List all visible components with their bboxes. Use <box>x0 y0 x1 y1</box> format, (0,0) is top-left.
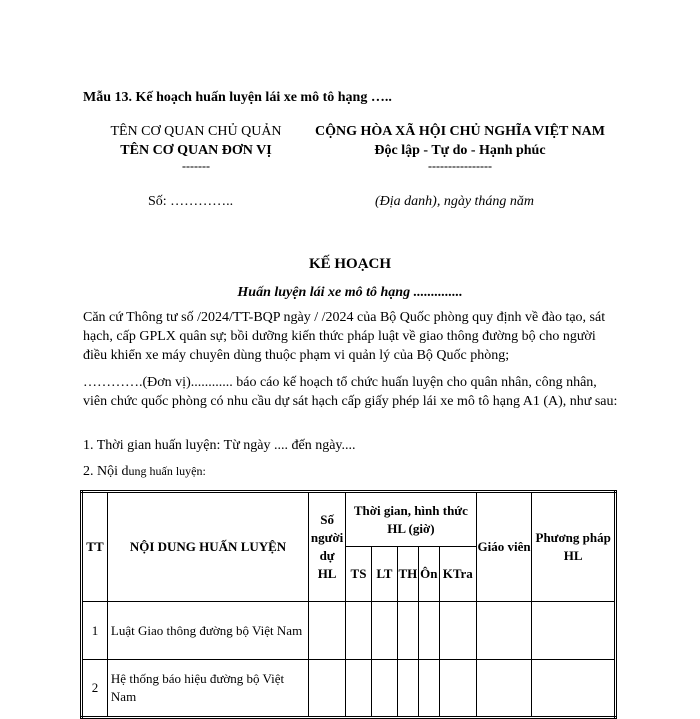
row-content: Luật Giao thông đường bộ Việt Nam <box>107 602 308 660</box>
cell <box>397 602 418 660</box>
header-participants: Số người dự HL <box>309 492 346 602</box>
header-lt: LT <box>371 547 397 602</box>
header-th: TH <box>397 547 418 602</box>
header-method: Phương pháp HL <box>532 492 616 602</box>
plan-title: KẾ HOẠCH <box>308 256 392 272</box>
cell <box>532 602 616 660</box>
cell <box>418 660 439 718</box>
header-ktra: KTra <box>439 547 476 602</box>
cell <box>418 602 439 660</box>
training-plan-table <box>80 490 617 719</box>
table-row <box>82 602 616 660</box>
motto-divider: ---------------- <box>428 159 492 173</box>
agency-header <box>96 122 296 172</box>
cell <box>309 660 346 718</box>
header-tt: TT <box>82 492 108 602</box>
cell <box>439 660 476 718</box>
report-paragraph: ………….(Đơn vị)............ báo cáo kế hoạch tổ chức huấn luyện cho quân nhân, công nhân, viên chức quốc phòng có nhu cầu dự sát hạch cấp giấy phép lái xe mô tô hạng A1 (A), như sau: <box>83 375 618 409</box>
row-number: 2 <box>82 660 108 718</box>
header-ts: TS <box>346 547 372 602</box>
cell <box>397 660 418 718</box>
header-on: Ôn <box>418 547 439 602</box>
cell <box>346 602 372 660</box>
cell <box>371 602 397 660</box>
plan-subtitle: Huấn luyện lái xe mô tô hạng .............. <box>237 285 463 300</box>
place-and-date: (Địa danh), ngày tháng năm <box>375 194 535 209</box>
header-time-form-group: Thời gian, hình thức HL (giờ) <box>346 492 477 547</box>
cell <box>309 602 346 660</box>
cell <box>346 660 372 718</box>
header-teacher: Giáo viên <box>476 492 532 602</box>
legal-basis-paragraph: Căn cứ Thông tư số /2024/TT-BQP ngày / /2024 của Bộ Quốc phòng quy định về đào tạo, sát hạch, cấp GPLX quân sự; bồi dưỡng kiến thức pháp luật về giao thông đường bộ cho người điều khiển xe máy chuyên dùng thuộc phạm vi quản lý của Bộ Quốc phòng; <box>83 310 606 363</box>
section-2-prefix: 2. Nội d <box>83 464 129 479</box>
row-number: 1 <box>82 602 108 660</box>
document-number: Số: ………….. <box>148 194 234 209</box>
country-name: CỘNG HÒA XÃ HỘI CHỦ NGHĨA VIỆT NAM <box>314 124 605 139</box>
agency-unit: TÊN CƠ QUAN ĐƠN VỊ <box>120 143 272 158</box>
section-2-rest: ung huấn luyện: <box>128 464 206 478</box>
form-title: Mẫu 13. Kế hoạch huấn luyện lái xe mô tô hạng ….. <box>83 90 392 105</box>
national-header <box>300 122 620 172</box>
cell <box>532 660 616 718</box>
section-training-time: 1. Thời gian huấn luyện: Từ ngày .... đến ngày.... <box>83 438 356 453</box>
cell <box>476 602 532 660</box>
national-motto: Độc lập - Tự do - Hạnh phúc <box>374 143 546 158</box>
cell <box>371 660 397 718</box>
cell <box>439 602 476 660</box>
agency-divider: ------- <box>182 159 210 173</box>
agency-parent: TÊN CƠ QUAN CHỦ QUẢN <box>110 124 282 139</box>
section-training-content <box>83 462 623 481</box>
header-content: NỘI DUNG HUẤN LUYỆN <box>107 492 308 602</box>
cell <box>476 660 532 718</box>
row-content: Hệ thống báo hiệu đường bộ Việt Nam <box>107 660 308 718</box>
table-row <box>82 660 616 718</box>
